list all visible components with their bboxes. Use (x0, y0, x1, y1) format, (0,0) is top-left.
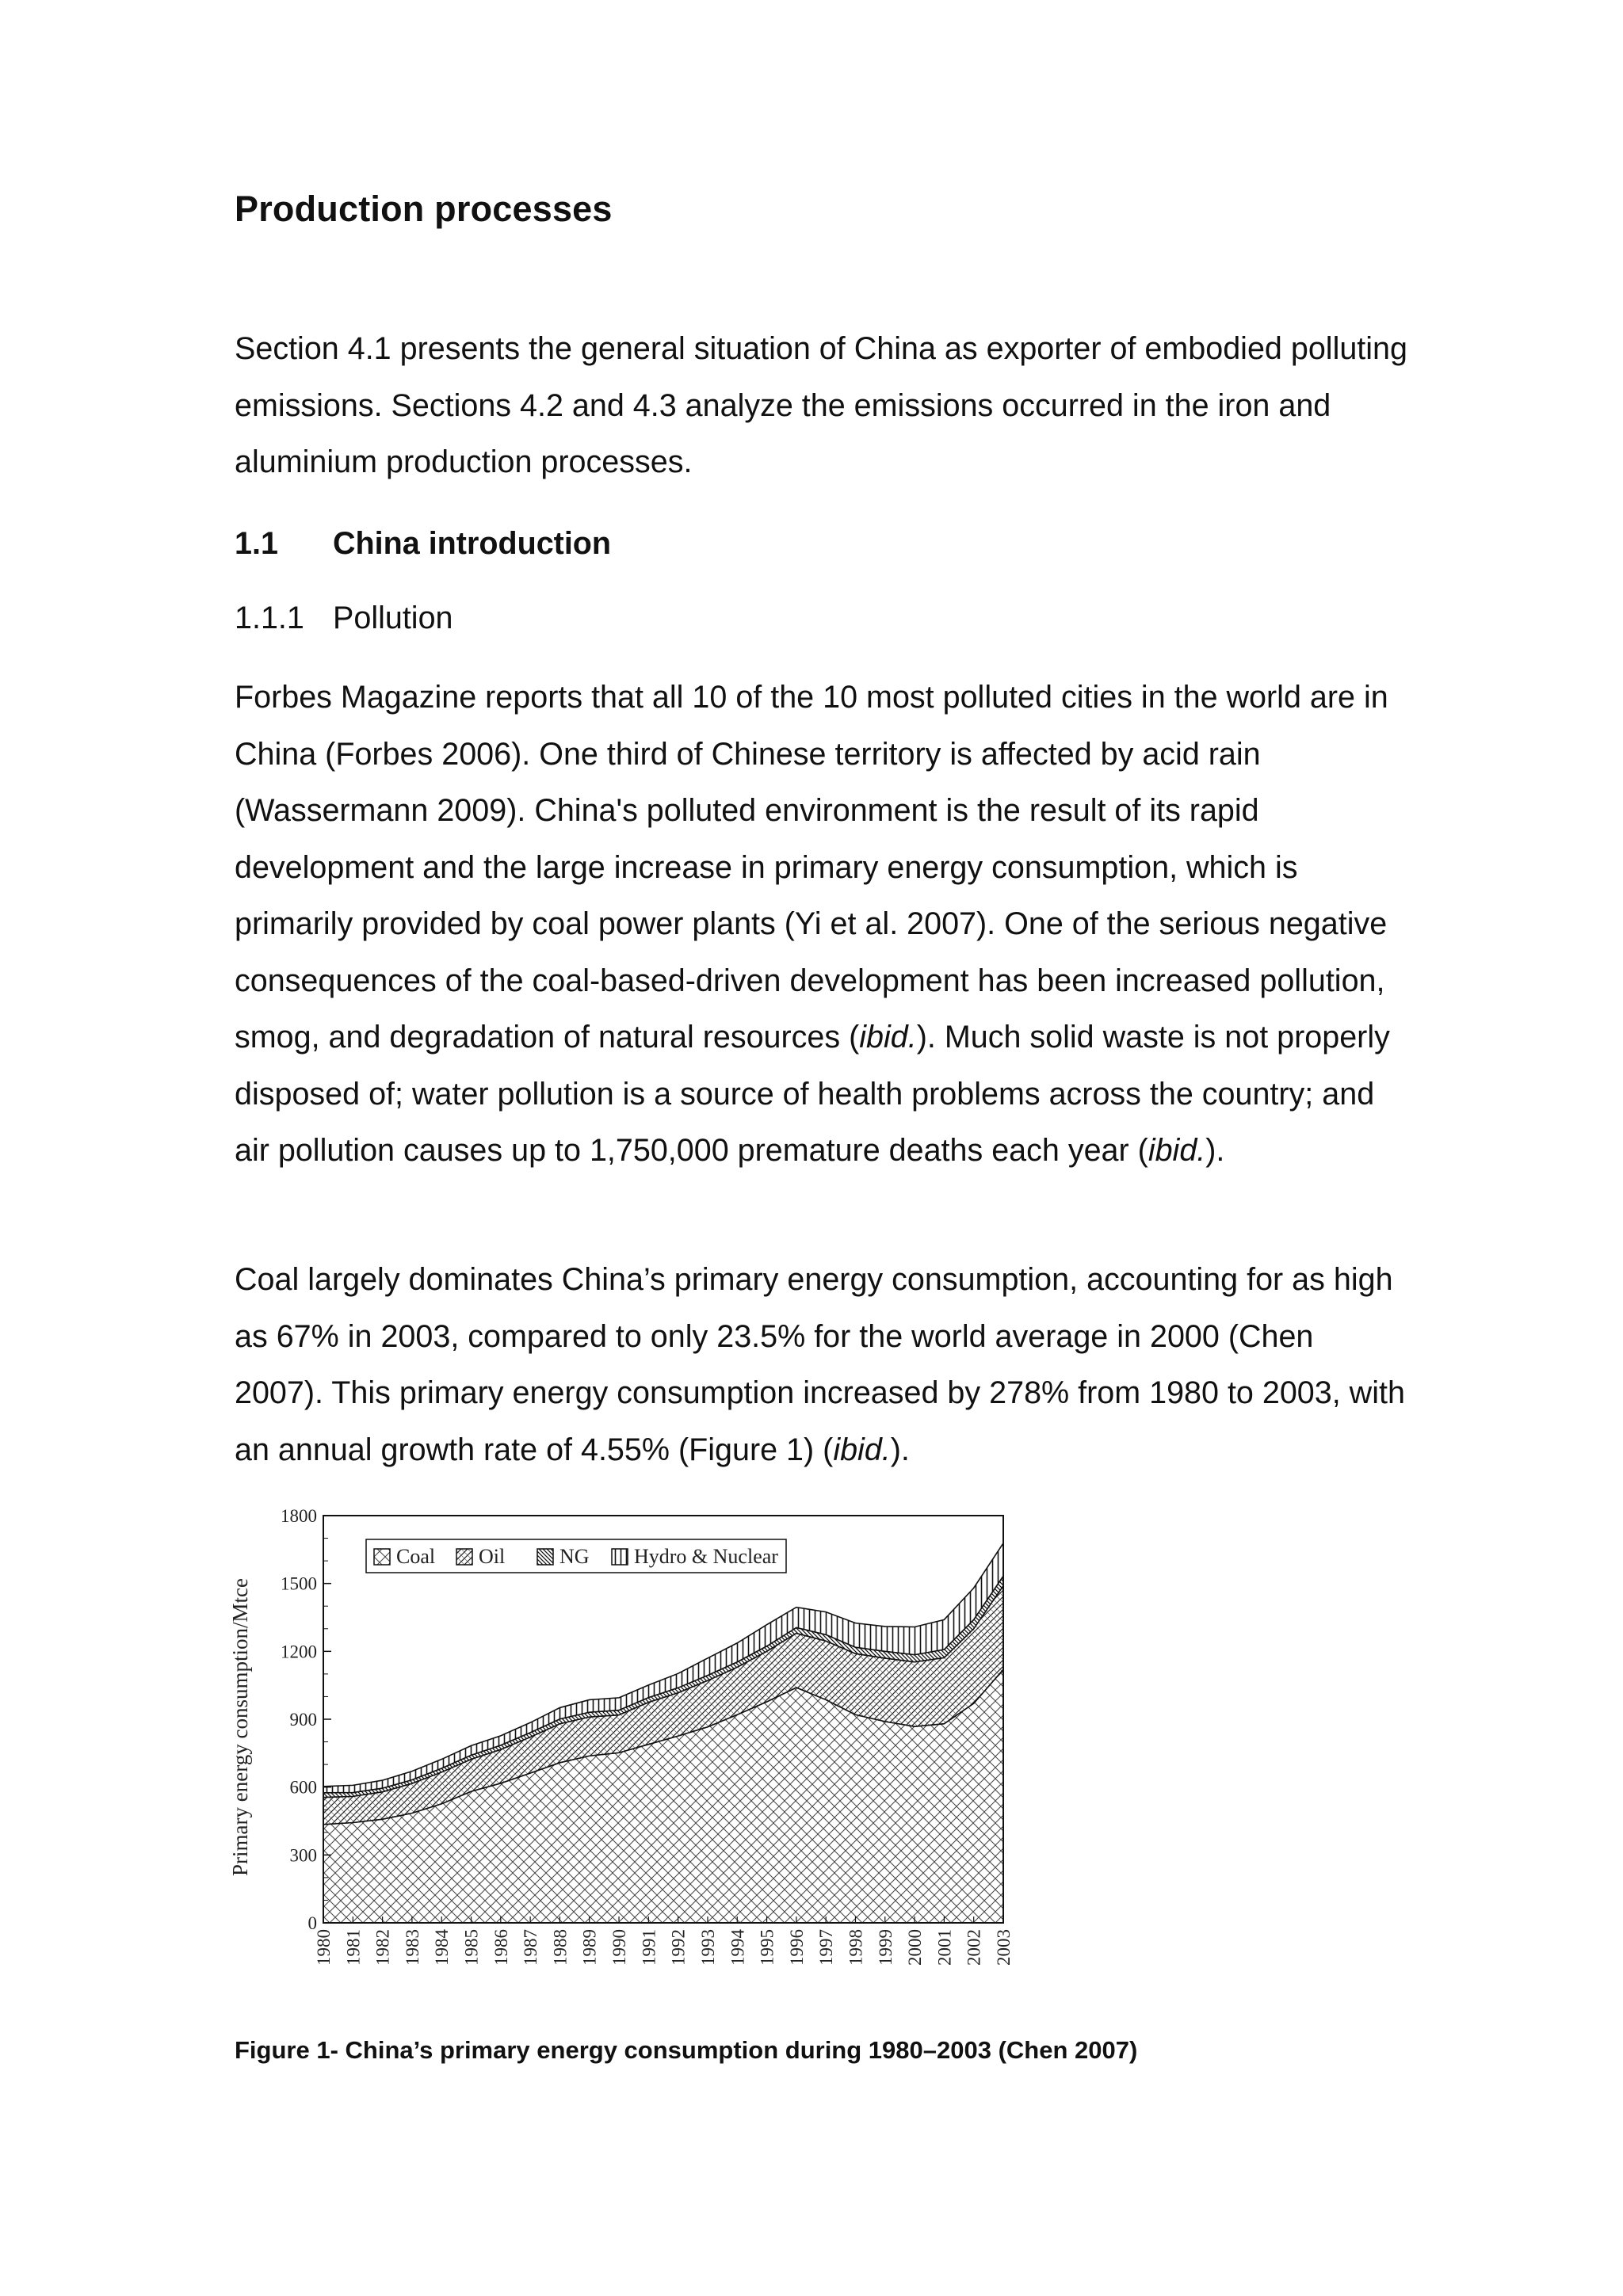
x-tick-label: 1981 (343, 1929, 364, 1966)
coal-text-2: ). (890, 1432, 910, 1467)
x-tick-label: 1990 (609, 1929, 630, 1966)
y-tick-label: 300 (289, 1845, 317, 1866)
section-number: 1.1 (235, 526, 278, 561)
y-tick-label: 1200 (281, 1642, 317, 1662)
x-tick-label: 1996 (786, 1929, 807, 1966)
pollution-text-1: Forbes Magazine reports that all 10 of the 10 most polluted cities in the world are in China (Forbes 2006). One third of Chinese territory is affected by acid rain (Wassermann 2009). China's polluted environment is the result of its rapid development and the large increase in primary energy consumption, which is primarily provided by coal power plants (Yi et al. 2007). One of the serious negative consequences of the coal-based-driven development has been increased pollution, smog, and degradation of natural resources ( (235, 680, 1388, 1055)
subsection-heading (235, 601, 453, 636)
y-axis-label: Primary energy consumption/Mtce (230, 1578, 252, 1876)
ibid-citation: ibid. (859, 1020, 917, 1055)
y-tick-label: 1500 (281, 1573, 317, 1594)
legend-label-oil: Oil (479, 1545, 506, 1568)
legend-swatch-hydro-nuclear (612, 1549, 628, 1565)
subsection-number: 1.1.1 (235, 601, 304, 635)
x-tick-label: 1991 (639, 1929, 659, 1966)
x-tick-label: 1997 (816, 1929, 837, 1966)
y-tick-label: 600 (289, 1777, 317, 1798)
legend-label-coal: Coal (396, 1545, 436, 1568)
x-tick-label: 1988 (550, 1929, 571, 1966)
legend-swatch-ng (537, 1549, 553, 1565)
x-tick-label: 1992 (668, 1929, 689, 1966)
x-tick-label: 1982 (372, 1929, 393, 1966)
x-tick-label: 2001 (934, 1929, 955, 1966)
ibid-citation: ibid. (833, 1432, 891, 1467)
intro-paragraph: Section 4.1 presents the general situation of China as exporter of embodied polluting emissions. Sections 4.2 and 4.3 analyze the emissions occurred in the iron and aluminium production processes. (235, 331, 1407, 479)
y-tick-label: 0 (307, 1913, 317, 1933)
x-tick-label: 1989 (579, 1929, 600, 1966)
legend-swatch-coal (374, 1549, 390, 1565)
y-tick-label: 900 (289, 1710, 317, 1730)
figure-1-chart (230, 1501, 1022, 2008)
figure-caption: Figure 1- China’s primary energy consumption during 1980–2003 (Chen 2007) (235, 2036, 1138, 2064)
x-tick-label: 2000 (905, 1929, 926, 1966)
x-tick-label: 1983 (402, 1929, 422, 1966)
x-tick-label: 1984 (432, 1929, 453, 1966)
legend-label-ng: NG (559, 1545, 590, 1568)
energy-consumption-chart (230, 1501, 1022, 2008)
x-tick-label: 1995 (757, 1929, 777, 1966)
y-tick-label: 1800 (281, 1506, 317, 1526)
pollution-text-3: ). (1205, 1133, 1225, 1168)
section-title: China introduction (333, 526, 612, 561)
x-tick-label: 1999 (875, 1929, 896, 1966)
x-tick-label: 1986 (491, 1929, 511, 1966)
ibid-citation: ibid. (1148, 1133, 1206, 1168)
x-tick-label: 1980 (314, 1929, 334, 1966)
coal-text-1: Coal largely dominates China’s primary energy consumption, accounting for as high as 67% in 2003, compared to only 23.5% for the world average in 2000 (Chen 2007). This primary energy consumption increased by 278% from 1980 to 2003, with an annual growth rate of 4.55% (Figure 1) ( (235, 1262, 1405, 1467)
x-tick-label: 1985 (461, 1929, 482, 1966)
x-tick-label: 2002 (964, 1929, 984, 1966)
subsection-title: Pollution (333, 601, 453, 635)
x-tick-label: 2003 (994, 1929, 1014, 1966)
x-tick-label: 1993 (697, 1929, 718, 1966)
legend-swatch-oil (456, 1549, 472, 1565)
section-heading (235, 526, 611, 562)
page-title: Production processes (235, 189, 613, 229)
x-tick-label: 1998 (846, 1929, 866, 1966)
pollution-text-2: ). Much solid waste is not properly disposed of; water pollution is a source of health problems across the country; and air pollution causes up to 1,750,000 premature deaths each year ( (235, 1020, 1390, 1168)
x-tick-label: 1987 (521, 1929, 541, 1966)
pollution-paragraph (235, 669, 1407, 1180)
coal-paragraph (235, 1252, 1407, 1478)
legend-label-hydro-nuclear: Hydro & Nuclear (634, 1545, 778, 1568)
x-tick-label: 1994 (727, 1929, 748, 1966)
